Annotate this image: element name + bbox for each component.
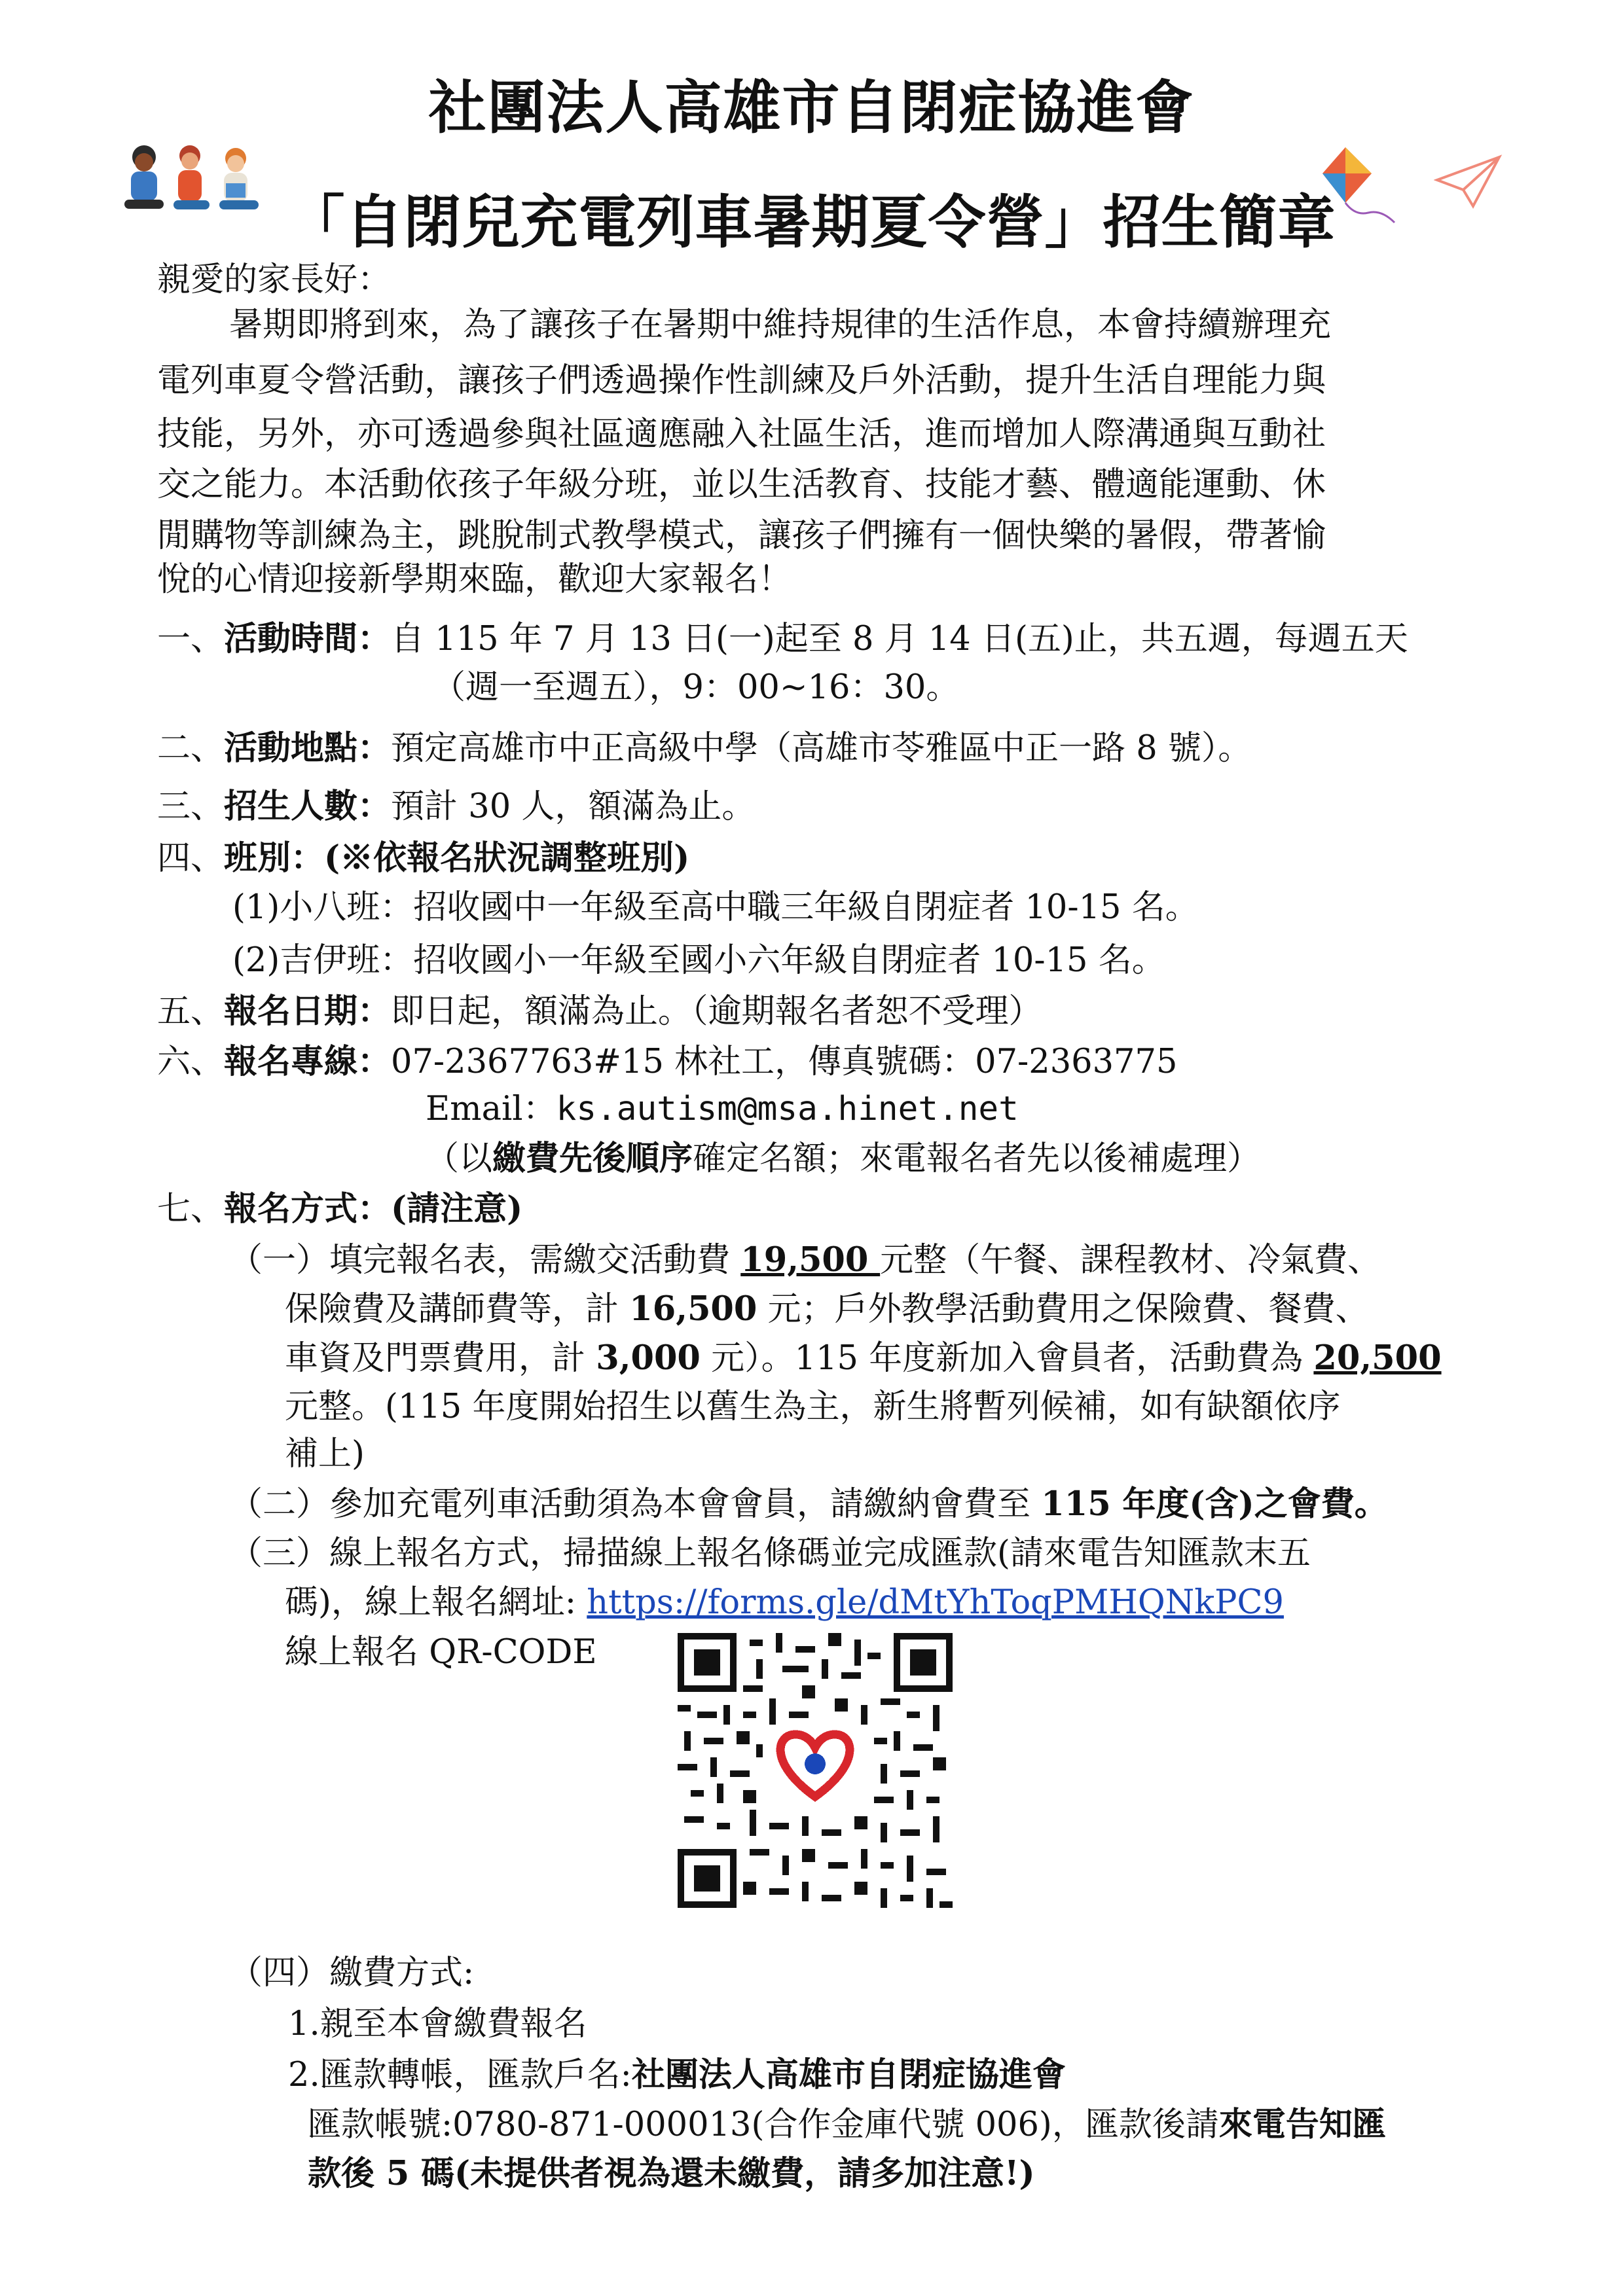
event-title: 「自閉兒充電列車暑期夏令營」招生簡章 — [287, 188, 1336, 256]
registration-link[interactable]: https://forms.gle/dMtYhToqPMHQNkPC9 — [587, 1583, 1284, 1622]
class-item: (1)小八班：招收國中一年級至高中職三年級自閉症者 10-15 名。 — [232, 888, 1199, 927]
activity-time-hours: （週一至週五），9：00~16：30。 — [432, 668, 960, 707]
email-address[interactable]: ks.autism@msa.hinet.net — [556, 1090, 1019, 1128]
section-location: 二、活動地點：預定高雄市中正高級中學（高雄市苓雅區中正一路 8 號）。 — [157, 728, 1252, 768]
greeting: 親愛的家長好： — [157, 260, 392, 299]
kite-icon — [1319, 141, 1404, 239]
intro-line: 閒購物等訓練為主，跳脫制式教學模式，讓孩子們擁有一個快樂的暑假，帶著愉 — [157, 516, 1326, 555]
payment-item: 1.親至本會繳費報名 — [288, 2005, 587, 2043]
class-item: (2)吉伊班：招收國小一年級至國小六年級自閉症者 10-15 名。 — [232, 941, 1165, 980]
intro-line: 悅的心情迎接新學期來臨，歡迎大家報名！ — [157, 560, 792, 599]
paper-plane-icon — [1434, 154, 1506, 213]
section-classes: 四、班別：(※依報名狀況調整班別) — [157, 838, 690, 878]
method3-line: 碼)，線上報名網址: https://forms.gle/dMtYhToqPMHQNkPC9 — [285, 1583, 1284, 1622]
section-enrollment: 三、招生人數：預計 30 人，額滿為止。 — [157, 787, 756, 826]
intro-line: 電列車夏令營活動，讓孩子們透過操作性訓練及戶外活動，提升生活自理能力與 — [157, 361, 1326, 400]
method2-line: （二）參加充電列車活動須為本會會員，請繳納會費至 115 年度(含)之會費。 — [229, 1484, 1388, 1524]
method4-title: （四）繳費方式: — [229, 1954, 475, 1992]
method1-line: （一）填完報名表，需繳交活動費 19,500 元整（午餐、課程教材、冷氣費、 — [229, 1240, 1381, 1280]
method1-line: 保險費及講師費等，計 16,500 元；戶外教學活動費用之保險費、餐費、 — [285, 1289, 1369, 1329]
section-registration-date: 五、報名日期：即日起，額滿為止。（逾期報名者恕不受理） — [157, 992, 1042, 1031]
section-hotline: 六、報名專線：07-2367763#15 林社工，傳真號碼：07-2363775 — [157, 1042, 1178, 1081]
payment-item: 2.匯款轉帳，匯款戶名:社團法人高雄市自閉症協進會 — [288, 2055, 1066, 2094]
section-method: 七、報名方式：(請注意) — [157, 1189, 523, 1229]
method1-line: 車資及門票費用，計 3,000 元）。115 年度新加入會員者，活動費為 20,500 — [285, 1338, 1442, 1378]
hotline-note: （以繳費先後順序確定名額；來電報名者先以後補處理） — [426, 1139, 1261, 1178]
intro-line: 技能，另外，亦可透過參與社區適應融入社區生活，進而增加人際溝通與互動社 — [157, 415, 1326, 454]
qr-label: 線上報名 QR-CODE — [285, 1633, 597, 1672]
method1-line: 補上) — [285, 1435, 365, 1473]
method1-line: 元整。(115 年度開始招生以舊生為主，新生將暫列候補，如有缺額依序 — [285, 1388, 1341, 1426]
intro-line: 交之能力。本活動依孩子年級分班，並以生活教育、技能才藝、體適能運動、休 — [157, 465, 1326, 504]
qr-code-image[interactable] — [678, 1633, 953, 1908]
org-title: 社團法人高雄市自閉症協進會 — [428, 74, 1195, 141]
bank-account-note: 款後 5 碼(未提供者視為還未繳費，請多加注意!) — [308, 2154, 1035, 2193]
section-activity-time: 一、活動時間：自 115 年 7 月 13 日(一)起至 8 月 14 日(五)止，共五週，每週五天 — [157, 619, 1408, 658]
bank-account-line: 匯款帳號:0780-871-000013(合作金庫代號 006)，匯款後請來電告知匯 — [308, 2105, 1386, 2144]
method3-line: （三）線上報名方式，掃描線上報名條碼並完成匯款(請來電告知匯款末五 — [229, 1534, 1311, 1573]
intro-line: 暑期即將到來，為了讓孩子在暑期中維持規律的生活作息，本會持續辦理充 — [229, 306, 1332, 344]
email-line: Email：ks.autism@msa.hinet.net — [426, 1090, 1019, 1128]
